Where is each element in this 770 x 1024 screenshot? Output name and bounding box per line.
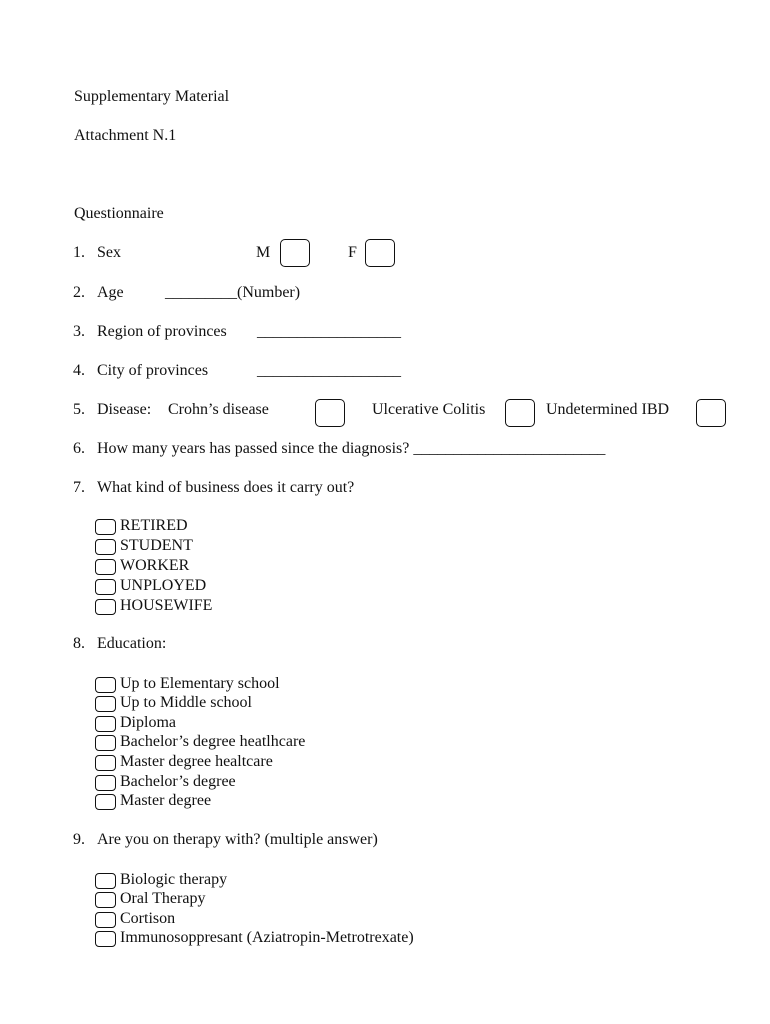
section-heading: Questionnaire — [74, 205, 164, 222]
checkbox[interactable] — [95, 539, 116, 555]
option-label: Master degree — [120, 792, 212, 809]
option-label: UNPLOYED — [120, 577, 207, 594]
checkbox[interactable] — [95, 696, 116, 712]
question-number: 3. — [73, 323, 85, 340]
question-label-business: What kind of business does it carry out? — [97, 479, 355, 496]
option-label: Up to Middle school — [120, 694, 252, 711]
sex-m-checkbox[interactable] — [280, 239, 310, 267]
question-label-age: Age — [97, 284, 124, 301]
option-label: WORKER — [120, 557, 190, 574]
question-label-sex: Sex — [97, 244, 121, 261]
question-number: 2. — [73, 284, 85, 301]
question-number: 8. — [73, 635, 85, 652]
option-label: Cortison — [120, 910, 176, 927]
option-label: Up to Elementary school — [120, 675, 280, 692]
question-label-region: Region of provinces — [97, 323, 227, 340]
question-label-disease: Disease: — [97, 401, 152, 418]
option-label: Bachelor’s degree — [120, 773, 236, 790]
option-label: Immunosoppresant (Aziatropin-Metrotrexate) — [120, 929, 414, 946]
question-number: 6. — [73, 440, 85, 457]
question-number: 5. — [73, 401, 85, 418]
question-label-education: Education: — [97, 635, 167, 652]
disease-option-uc-label: Ulcerative Colitis — [372, 401, 486, 418]
age-field[interactable]: _________(Number) — [165, 284, 301, 301]
question-label-years-since-diagnosis: How many years has passed since the diagnosis? ________________________ — [97, 440, 606, 457]
question-label-therapy: Are you on therapy with? (multiple answer) — [97, 831, 378, 848]
option-label: Master degree healtcare — [120, 753, 273, 770]
checkbox[interactable] — [95, 519, 116, 535]
checkbox[interactable] — [95, 755, 116, 771]
checkbox[interactable] — [95, 931, 116, 947]
checkbox[interactable] — [95, 892, 116, 908]
checkbox[interactable] — [95, 579, 116, 595]
checkbox[interactable] — [95, 559, 116, 575]
checkbox[interactable] — [95, 716, 116, 732]
question-number: 4. — [73, 362, 85, 379]
option-label: Diploma — [120, 714, 176, 731]
sex-option-f-label: F — [348, 244, 357, 261]
question-number: 9. — [73, 831, 85, 848]
checkbox[interactable] — [95, 912, 116, 928]
disease-uc-checkbox[interactable] — [505, 399, 535, 427]
checkbox[interactable] — [95, 599, 116, 615]
disease-option-ibd-label: Undetermined IBD — [546, 401, 670, 418]
disease-crohn-checkbox[interactable] — [315, 399, 345, 427]
checkbox[interactable] — [95, 873, 116, 889]
disease-option-crohn-label: Crohn’s disease — [168, 401, 269, 418]
checkbox[interactable] — [95, 775, 116, 791]
sex-option-m-label: M — [256, 244, 271, 261]
question-number: 1. — [73, 244, 85, 261]
checkbox[interactable] — [95, 794, 116, 810]
document-title: Supplementary Material — [74, 88, 230, 105]
checkbox[interactable] — [95, 677, 116, 693]
option-label: HOUSEWIFE — [120, 597, 213, 614]
checkbox[interactable] — [95, 735, 116, 751]
option-label: Biologic therapy — [120, 871, 228, 888]
attachment-label: Attachment N.1 — [74, 127, 177, 144]
sex-f-checkbox[interactable] — [365, 239, 395, 267]
option-label: Bachelor’s degree heatlhcare — [120, 733, 306, 750]
option-label: STUDENT — [120, 537, 193, 554]
option-label: RETIRED — [120, 517, 188, 534]
question-number: 7. — [73, 479, 85, 496]
option-label: Oral Therapy — [120, 890, 206, 907]
disease-ibd-checkbox[interactable] — [696, 399, 726, 427]
region-field[interactable]: __________________ — [257, 323, 401, 340]
city-field[interactable]: __________________ — [257, 362, 401, 379]
question-label-city: City of provinces — [97, 362, 209, 379]
